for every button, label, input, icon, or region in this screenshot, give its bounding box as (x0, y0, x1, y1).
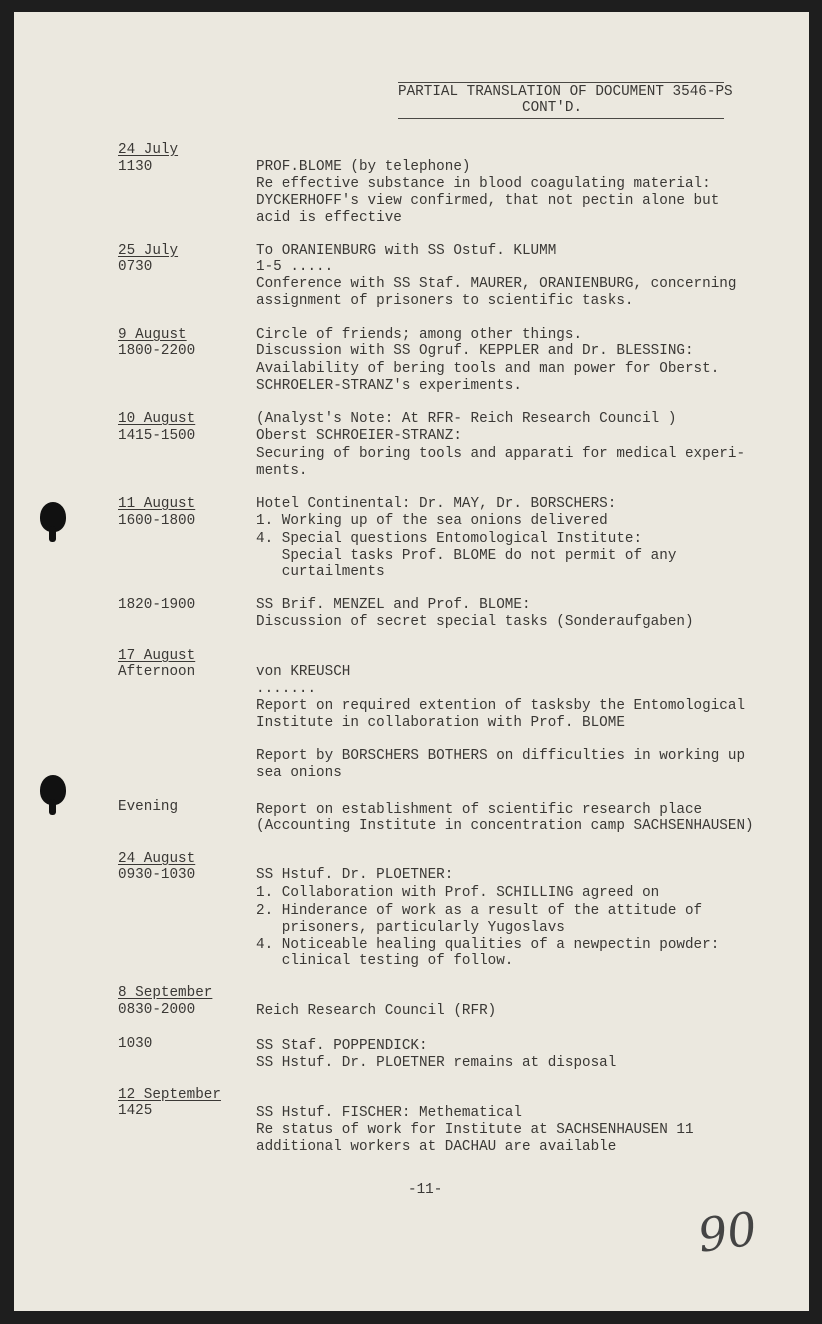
entry-time: 1130 (118, 159, 153, 175)
entry-text-line: sea onions (256, 765, 342, 781)
entry-text-line: Special tasks Prof. BLOME do not permit of any (256, 548, 677, 564)
entry-text-line: 2. Hinderance of work as a result of the attitude of (256, 903, 703, 919)
entry-text-line: Hotel Continental: Dr. MAY, Dr. BORSCHERS: (256, 496, 617, 512)
document-title: PARTIAL TRANSLATION OF DOCUMENT 3546-PS (398, 84, 733, 100)
entry-text-line: Re status of work for Institute at SACHSENHAUSEN 11 (256, 1122, 694, 1138)
entry-text-line: (Accounting Institute in concentration camp SACHSENHAUSEN) (256, 818, 754, 834)
entry-text-line: Re effective substance in blood coagulating material: (256, 176, 711, 192)
punch-hole-mark (40, 502, 66, 532)
entry-text-line: Discussion of secret special tasks (Sonderaufgaben) (256, 614, 694, 630)
entry-text-line: 4. Special questions Entomological Institute: (256, 531, 643, 547)
entry-text-line: prisoners, particularly Yugoslavs (256, 920, 565, 936)
entry-text-line: 1. Working up of the sea onions delivered (256, 513, 608, 529)
entry-date: 10 August (118, 411, 196, 427)
entry-time: 0830-2000 (118, 1002, 196, 1018)
entry-time: 1425 (118, 1103, 153, 1119)
entry-text-line: clinical testing of follow. (256, 953, 514, 969)
page-number: -11- (408, 1182, 443, 1198)
entry-date: 17 August (118, 648, 196, 664)
entry-date: 11 August (118, 496, 196, 512)
entry-time: Afternoon (118, 664, 196, 680)
entry-text-line: (Analyst's Note: At RFR- Reich Research Council ) (256, 411, 677, 427)
entry-time: 1820-1900 (118, 597, 196, 613)
entry-text-line: curtailments (256, 564, 385, 580)
document-subtitle: CONT'D. (522, 100, 583, 116)
punch-hole-mark (40, 775, 66, 805)
entry-text-line: 1. Collaboration with Prof. SCHILLING agreed on (256, 885, 660, 901)
entry-text-line: assignment of prisoners to scientific tasks. (256, 293, 634, 309)
entry-text-line: additional workers at DACHAU are available (256, 1139, 617, 1155)
entry-time: 1415-1500 (118, 428, 196, 444)
entry-text-line: Circle of friends; among other things. (256, 327, 583, 343)
handwritten-folio-number: 90 (694, 1201, 761, 1263)
entry-text-line: Institute in collaboration with Prof. BLOME (256, 715, 625, 731)
entry-text-line: von KREUSCH (256, 664, 351, 680)
entry-date: 24 August (118, 851, 196, 867)
entry-text-line: SCHROELER-STRANZ's experiments. (256, 378, 522, 394)
entry-text-line: ....... (256, 681, 317, 697)
entry-text-line: Report by BORSCHERS BOTHERS on difficulties in working up (256, 748, 746, 764)
header-rule-top (398, 82, 724, 83)
entry-date: 8 September (118, 985, 213, 1001)
entry-text-line: Securing of boring tools and apparati for medical experi- (256, 446, 746, 462)
entry-time: 0730 (118, 259, 153, 275)
entry-date: 24 July (118, 142, 179, 158)
entry-text-line: SS Hstuf. FISCHER: Methematical (256, 1105, 522, 1121)
entry-text-line: To ORANIENBURG with SS Ostuf. KLUMM (256, 243, 557, 259)
entry-text-line: DYCKERHOFF's view confirmed, that not pectin alone but (256, 193, 720, 209)
entry-time: 1600-1800 (118, 513, 196, 529)
entry-text-line: SS Brif. MENZEL and Prof. BLOME: (256, 597, 531, 613)
entry-text-line: SS Hstuf. Dr. PLOETNER remains at disposal (256, 1055, 617, 1071)
entry-text-line: acid is effective (256, 210, 402, 226)
entry-text-line: SS Hstuf. Dr. PLOETNER: (256, 867, 454, 883)
entry-text-line: Conference with SS Staf. MAURER, ORANIENBURG, concerning (256, 276, 737, 292)
entry-text-line: ments. (256, 463, 308, 479)
entry-text-line: SS Staf. POPPENDICK: (256, 1038, 428, 1054)
entry-time: 1800-2200 (118, 343, 196, 359)
entry-text-line: 4. Noticeable healing qualities of a newpectin powder: (256, 937, 720, 953)
entry-text-line: Discussion with SS Ogruf. KEPPLER and Dr. BLESSING: (256, 343, 694, 359)
entry-time: 0930-1030 (118, 867, 196, 883)
entry-text-line: Reich Research Council (RFR) (256, 1003, 497, 1019)
header-rule-bottom (398, 118, 724, 119)
entry-date: 9 August (118, 327, 187, 343)
entry-time: 1030 (118, 1036, 153, 1052)
entry-text-line: Oberst SCHROEIER-STRANZ: (256, 428, 462, 444)
entry-time: Evening (118, 799, 179, 815)
entry-text-line: PROF.BLOME (by telephone) (256, 159, 471, 175)
entry-text-line: Report on required extention of tasksby the Entomological (256, 698, 746, 714)
entry-text-line: Availability of bering tools and man power for Oberst. (256, 361, 720, 377)
entry-date: 12 September (118, 1087, 221, 1103)
entry-date: 25 July (118, 243, 179, 259)
entry-text-line: Report on establishment of scientific research place (256, 802, 703, 818)
entry-text-line: 1-5 ..... (256, 259, 334, 275)
